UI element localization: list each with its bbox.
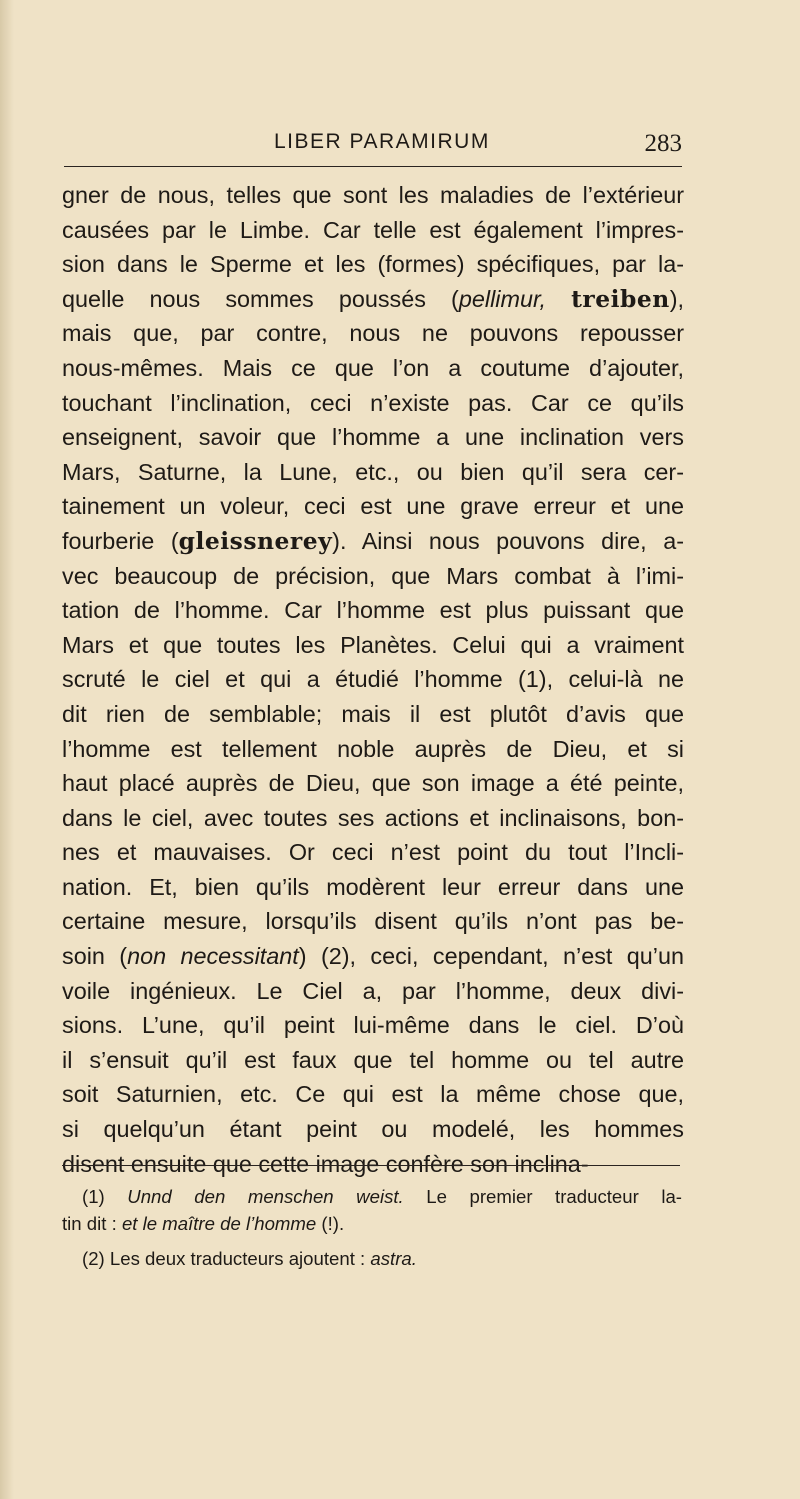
text-line: gner de nous, telles que sont les maladies de l’extérieur [62,182,684,208]
text-line: tainement un voleur, ceci est une grave erreur et une [62,493,684,520]
text-line: mais que, par contre, nous ne pouvons repousser [62,320,684,347]
latin-term: pellimur, [458,285,546,312]
running-title: LIBER PARAMIRUM [274,130,490,153]
header-rule [64,166,682,167]
text-line: nous-mêmes. Mais ce que l’on a coutume d’ajouter, [62,354,684,381]
footnote-line [82,1245,682,1272]
running-header [64,126,682,166]
text-run: ) (2), ceci, cependant, n’est qu’un [298,943,684,970]
text-line: enseignent, savoir que l’homme a une inclination vers [62,424,684,451]
footnote-quote: et le maître de l’homme [121,1213,317,1234]
text-run: (!). [316,1213,345,1234]
text-line: certaine mesure, lorsqu’ils disent qu’ils n’ont pas be- [62,908,684,935]
german-term: treiben [571,284,670,313]
footnote-marker: (2) [82,1248,105,1269]
footnote-1 [62,1183,682,1237]
footnote-line [82,1183,682,1210]
page-edge [0,0,14,1499]
text-line: touchant l’inclination, ceci n’existe pas. Car ce qu’ils [62,389,684,416]
text-line: dans le ciel, avec toutes ses actions et inclinaisons, bon- [62,804,684,831]
text-run: ), [669,285,685,312]
latin-term: non necessitant [127,943,299,970]
text-line [62,939,684,974]
text-line: il s’ensuit qu’il est faux que tel homme ou tel autre [62,1046,684,1073]
text-run: soin ( [62,943,128,970]
german-term: gleissnerey [178,526,333,555]
footnote-marker: (1) [82,1186,105,1207]
text-line: tation de l’homme. Car l’homme est plus puissant que [62,597,684,624]
text-line: dit rien de semblable; mais il est plutôt d’avis que [62,700,684,727]
footnote-line [62,1210,682,1237]
footnotes [62,1183,682,1272]
text-line: scruté le ciel et qui a étudié l’homme (1), celui-là ne [62,666,684,693]
text-run [546,286,571,312]
text-run: ). Ainsi nous pouvons dire, a- [332,527,684,554]
footnote-quote: Unnd den menschen weist. [127,1186,404,1207]
text-line: l’homme est tellement noble auprès de Dieu, et si [62,735,684,762]
body-text [62,178,684,1181]
text-run [105,1186,128,1207]
text-run: tin dit : [62,1213,122,1234]
text-run: fourberie ( [62,527,179,554]
text-line: sions. L’une, qu’il peint lui-même dans le ciel. D’où [62,1012,684,1039]
text-run: Le premier traducteur la- [403,1186,682,1207]
text-line: Mars et que toutes les Planètes. Celui qui a vraiment [62,631,684,658]
text-line: si quelqu’un étant peint ou modelé, les hommes [62,1116,684,1143]
text-line: causées par le Limbe. Car telle est également l’impres- [62,216,684,243]
footnote-quote: astra. [370,1248,417,1269]
text-line [62,524,684,559]
footnote-2 [82,1245,682,1272]
page-number: 283 [644,130,682,157]
text-line: haut placé auprès de Dieu, que son image a été peinte, [62,770,684,797]
text-line: vec beaucoup de précision, que Mars combat à l’imi- [62,562,684,589]
text-line [62,282,684,317]
text-line: nation. Et, bien qu’ils modèrent leur erreur dans une [62,873,684,900]
text-line: voile ingénieux. Le Ciel a, par l’homme, deux divi- [62,977,684,1004]
text-line: soit Saturnien, etc. Ce qui est la même chose que, [62,1081,684,1108]
text-run: Les deux traducteurs ajoutent : [104,1248,371,1269]
text-run: quelle nous sommes poussés ( [62,285,459,312]
text-line: Mars, Saturne, la Lune, etc., ou bien qu’il sera cer- [62,458,684,485]
text-line: disent ensuite que cette image confère son inclina- [62,1150,589,1177]
text-line: nes et mauvaises. Or ceci n’est point du tout l’Incli- [62,839,684,866]
text-line: sion dans le Sperme et les (formes) spécifiques, par la- [62,251,684,278]
footnote-rule [62,1165,680,1166]
